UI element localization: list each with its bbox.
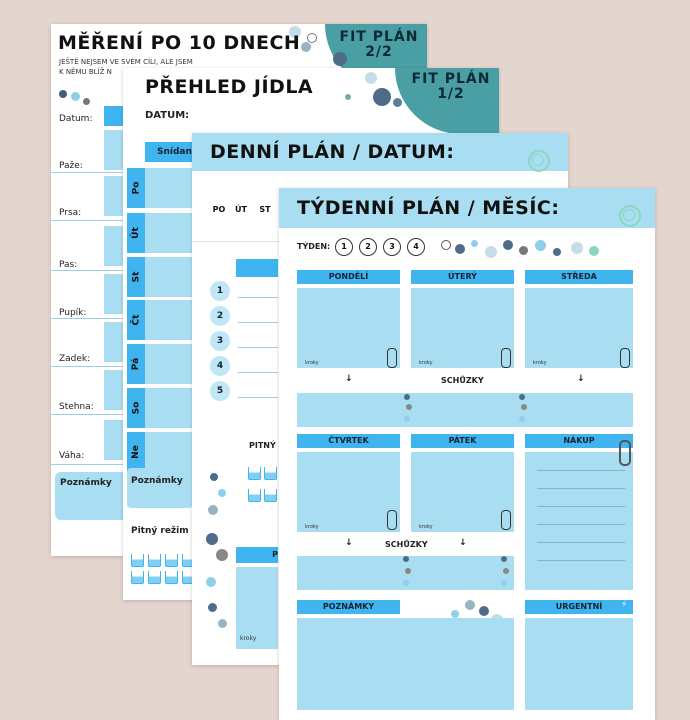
page-title: PŘEHLED JÍDLA xyxy=(145,76,314,98)
decor-dot xyxy=(471,240,478,247)
day-label: Po xyxy=(131,181,141,195)
decor-dot xyxy=(479,606,489,616)
decor-dot xyxy=(333,52,347,66)
day-box-monday[interactable] xyxy=(297,288,400,368)
task-line xyxy=(238,397,278,398)
meal-box[interactable] xyxy=(145,213,195,253)
divider xyxy=(51,220,131,221)
spiral-icon xyxy=(623,209,635,221)
meal-box[interactable] xyxy=(145,388,195,428)
meetings-label: SCHŮZKY xyxy=(441,376,484,385)
spiral-icon xyxy=(532,154,544,166)
fit-plan-label: FIT PLÁN xyxy=(339,29,419,45)
arrow-down-icon: ↓ xyxy=(345,538,353,548)
divider xyxy=(192,241,282,242)
divider xyxy=(51,464,131,465)
shopping-line xyxy=(537,470,625,471)
meetings-label: SCHŮZKY xyxy=(385,540,428,549)
task-number: 2 xyxy=(210,306,230,326)
decor-dot xyxy=(571,242,583,254)
header-thursday: ČTVRTEK xyxy=(297,434,400,448)
divider xyxy=(51,366,131,367)
task-line xyxy=(238,322,278,323)
header-wednesday: STŘEDA xyxy=(525,270,633,284)
task-line xyxy=(238,372,278,373)
shopping-line xyxy=(537,488,625,489)
decor-dot xyxy=(345,94,351,100)
decor-dot xyxy=(365,72,377,84)
day-label: Út xyxy=(131,227,141,239)
water-label: PITNÝ xyxy=(249,441,276,450)
task-header xyxy=(236,259,278,277)
header-urgent: URGENTNÍ xyxy=(525,600,633,614)
decor-dot xyxy=(210,473,218,481)
water-cup-icon[interactable] xyxy=(264,489,277,502)
fit-plan-badge xyxy=(411,72,491,102)
decor-dot xyxy=(404,416,410,422)
decor-dot xyxy=(503,568,509,574)
day-tab-ut[interactable] xyxy=(127,213,145,253)
task-line xyxy=(238,347,278,348)
decor-dot xyxy=(501,556,507,562)
week-1[interactable]: 1 xyxy=(335,238,353,256)
arrow-down-icon: ↓ xyxy=(577,374,585,384)
decor-dot xyxy=(206,533,218,545)
water-counter-icon xyxy=(501,510,511,530)
day-label: So xyxy=(130,401,141,415)
week-2[interactable]: 2 xyxy=(359,238,377,256)
decor-dot xyxy=(503,240,513,250)
decor-dot xyxy=(208,603,217,612)
row-label-date: Datum: xyxy=(59,114,93,124)
decor-dot xyxy=(373,88,391,106)
meal-box[interactable] xyxy=(145,168,195,208)
decor-dot xyxy=(208,505,218,515)
water-label: Pitný režim xyxy=(131,526,189,536)
decor-dot xyxy=(501,580,507,586)
decor-dot xyxy=(218,619,227,628)
header-notes: POZNÁMKY xyxy=(297,600,400,614)
divider xyxy=(51,318,131,319)
day-box-tuesday[interactable] xyxy=(411,288,514,368)
day-tab-st[interactable] xyxy=(127,257,145,297)
day-label: Ne xyxy=(130,445,141,459)
decor-dot xyxy=(404,394,410,400)
meal-box[interactable] xyxy=(145,300,195,340)
task-number: 1 xyxy=(210,281,230,301)
decor-dot xyxy=(535,240,546,251)
day-box-wednesday[interactable] xyxy=(525,288,633,368)
day-ut[interactable]: ÚT xyxy=(232,201,250,219)
arrow-down-icon: ↓ xyxy=(345,374,353,384)
bottom-header: P xyxy=(236,547,278,563)
meetings-box[interactable] xyxy=(297,393,633,427)
water-counter-icon xyxy=(620,348,630,368)
steps-label: kroky xyxy=(240,635,257,642)
day-label: Čt xyxy=(130,314,141,326)
divider xyxy=(51,414,131,415)
notes-box[interactable] xyxy=(297,618,514,710)
decor-dot xyxy=(59,90,67,98)
water-cup-icon[interactable] xyxy=(248,467,261,480)
row-label-chest: Prsa: xyxy=(59,208,82,218)
water-cup-icon[interactable] xyxy=(131,554,144,567)
row-label-butt: Zadek: xyxy=(59,354,91,364)
lightning-icon: ⚡ xyxy=(621,600,628,610)
decor-dot xyxy=(405,568,411,574)
water-cup-icon[interactable] xyxy=(165,571,178,584)
header-tuesday: ÚTERÝ xyxy=(411,270,514,284)
decor-dot xyxy=(519,246,528,255)
shopping-line xyxy=(537,506,625,507)
task-number: 4 xyxy=(210,356,230,376)
water-cup-icon[interactable] xyxy=(264,467,277,480)
fit-plan-number: 2/2 xyxy=(365,44,393,60)
shopping-line xyxy=(537,542,625,543)
water-cup-icon[interactable] xyxy=(148,554,161,567)
row-label-arm: Paže: xyxy=(59,161,83,171)
decor-dot xyxy=(301,42,311,52)
day-po[interactable]: PO xyxy=(210,201,228,219)
decor-dot xyxy=(485,246,497,258)
day-tab-pa[interactable] xyxy=(127,344,145,384)
divider xyxy=(51,270,131,271)
week-label: TÝDEN: xyxy=(297,242,331,251)
decor-dot xyxy=(216,549,228,561)
shopping-line xyxy=(537,524,625,525)
subtitle: K NĚMU BLÍŽ N xyxy=(59,68,112,76)
water-counter-icon xyxy=(387,510,397,530)
day-tab-ct[interactable] xyxy=(127,300,145,340)
decor-dot xyxy=(455,244,465,254)
day-tab-so[interactable] xyxy=(127,388,145,428)
header-friday: PÁTEK xyxy=(411,434,514,448)
decor-dot xyxy=(441,240,451,250)
steps-label: kroky xyxy=(419,360,433,366)
water-counter-icon xyxy=(501,348,511,368)
day-tab-po[interactable] xyxy=(127,168,145,208)
water-counter-icon xyxy=(387,348,397,368)
decor-dot xyxy=(71,92,80,101)
page-title: DENNÍ PLÁN / DATUM: xyxy=(210,141,455,163)
fit-plan-number: 1/2 xyxy=(437,86,465,102)
row-label-waist: Pas: xyxy=(59,260,78,270)
paperclip-icon xyxy=(619,440,631,466)
header-monday: PONDĚLÍ xyxy=(297,270,400,284)
meal-box[interactable] xyxy=(145,344,195,384)
task-number: 5 xyxy=(210,381,230,401)
notes-label: Poznámky xyxy=(60,478,112,488)
decor-dot xyxy=(589,246,599,256)
arrow-down-icon: ↓ xyxy=(459,538,467,548)
water-cup-icon[interactable] xyxy=(165,554,178,567)
decor-dot xyxy=(393,98,402,107)
task-number: 3 xyxy=(210,331,230,351)
water-cup-icon[interactable] xyxy=(131,571,144,584)
divider xyxy=(51,172,131,173)
decor-dot xyxy=(403,556,409,562)
decor-dot xyxy=(403,580,409,586)
day-tab-ne[interactable] xyxy=(127,432,145,472)
decor-dot xyxy=(451,610,459,618)
water-cup-icon[interactable] xyxy=(148,571,161,584)
decor-dot xyxy=(406,404,412,410)
meal-box[interactable] xyxy=(145,257,195,297)
steps-label: kroky xyxy=(305,360,319,366)
decor-dot xyxy=(307,33,317,43)
row-label-weight: Váha: xyxy=(59,451,85,461)
row-label-thighs: Stehna: xyxy=(59,402,94,412)
decor-dot xyxy=(218,489,226,497)
water-cup-icon[interactable] xyxy=(248,489,261,502)
decor-dot xyxy=(519,394,525,400)
page-title: MĚŘENÍ PO 10 DNECH xyxy=(58,32,301,54)
steps-label: kroky xyxy=(305,524,319,530)
meal-box[interactable] xyxy=(145,432,195,472)
steps-label: kroky xyxy=(419,524,433,530)
page-weekly-plan xyxy=(279,188,655,720)
shopping-box[interactable] xyxy=(525,452,633,590)
notes-box[interactable] xyxy=(127,468,193,508)
day-label: St xyxy=(130,271,141,283)
header-shopping: NÁKUP xyxy=(525,434,633,448)
decor-dot xyxy=(465,600,475,610)
date-label: DATUM: xyxy=(145,110,190,121)
day-label: Pá xyxy=(131,357,141,371)
shopping-line xyxy=(537,560,625,561)
subtitle: JEŠTĚ NEJSEM VE SVÉM CÍLI, ALE JSEM xyxy=(59,58,193,66)
page-title: TÝDENNÍ PLÁN / MĚSÍC: xyxy=(297,197,560,219)
fit-plan-badge xyxy=(339,30,419,60)
decor-dot xyxy=(83,98,90,105)
breakfast-header: Snídan xyxy=(145,142,217,162)
task-line xyxy=(238,297,278,298)
urgent-box[interactable] xyxy=(525,618,633,710)
fit-plan-label: FIT PLÁN xyxy=(411,71,491,87)
day-st[interactable]: ST xyxy=(256,201,274,219)
week-4[interactable]: 4 xyxy=(407,238,425,256)
row-label-belly: Pupík: xyxy=(59,308,87,318)
steps-label: kroky xyxy=(533,360,547,366)
day-box-friday[interactable] xyxy=(411,452,514,532)
decor-dot xyxy=(521,404,527,410)
week-3[interactable]: 3 xyxy=(383,238,401,256)
decor-dot xyxy=(553,248,561,256)
notes-label: Poznámky xyxy=(131,476,183,486)
decor-dot xyxy=(519,416,525,422)
day-box-thursday[interactable] xyxy=(297,452,400,532)
decor-dot xyxy=(206,577,216,587)
